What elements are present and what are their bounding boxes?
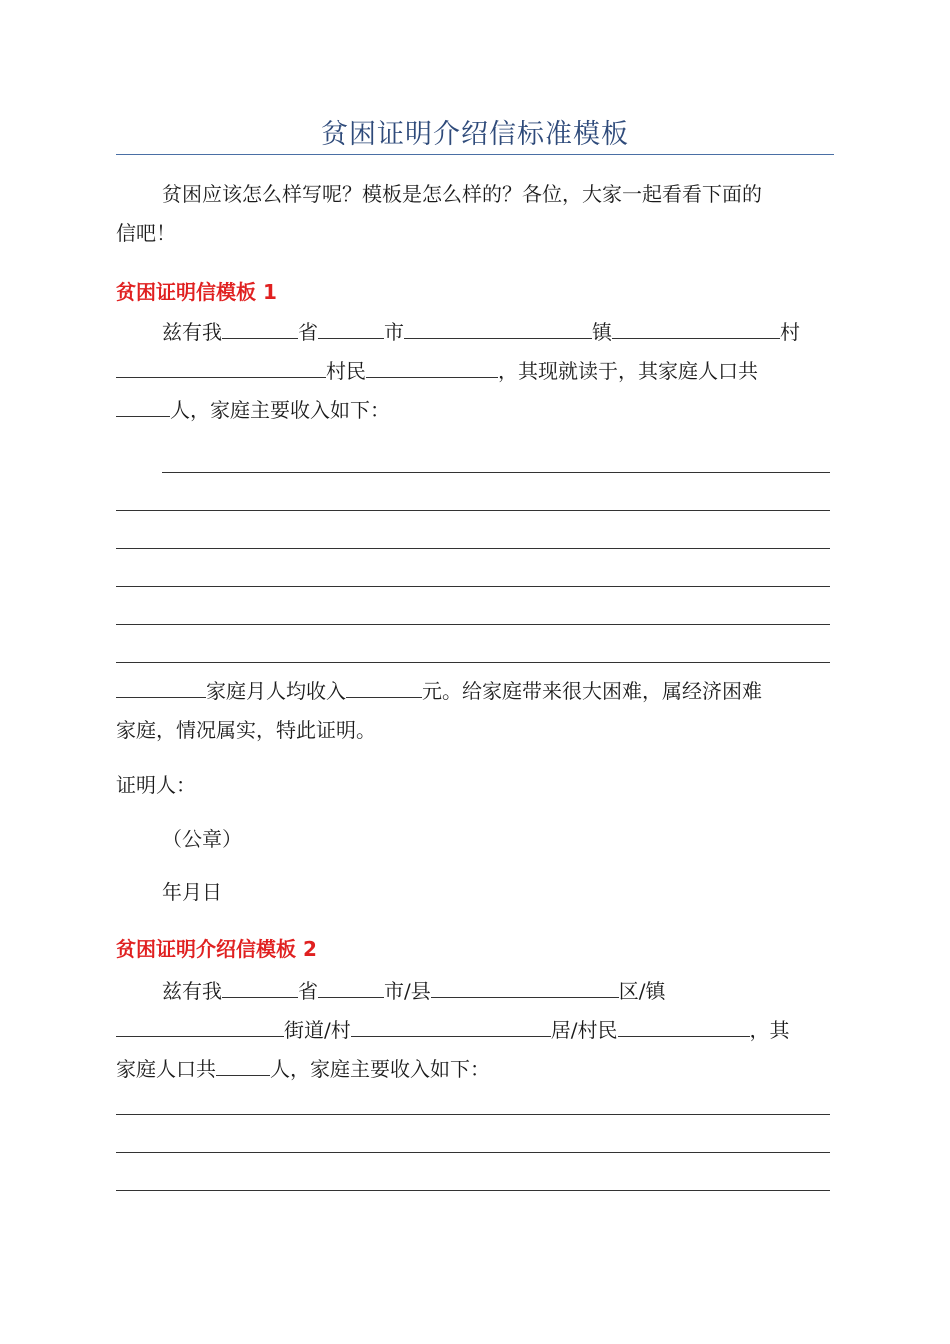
fill-in-line[interactable] (116, 662, 830, 663)
template1-para1-line3 (116, 396, 390, 424)
blank-field[interactable] (116, 677, 206, 698)
intro-line-2: 信吧！ (116, 221, 176, 245)
text-segment: 人，家庭主要收入如下： (170, 398, 390, 422)
text-segment: 村民 (326, 359, 366, 383)
fill-in-line[interactable] (116, 1152, 830, 1153)
blank-field[interactable] (351, 1016, 551, 1037)
blank-field[interactable] (318, 977, 384, 998)
blank-field[interactable] (222, 977, 298, 998)
text-segment: 镇 (592, 320, 612, 344)
blank-field[interactable] (116, 396, 170, 417)
blank-field[interactable] (612, 318, 780, 339)
template2-para1-line3 (116, 1055, 490, 1083)
text-segment: 家庭人口共 (116, 1057, 216, 1081)
template1-para1-line1 (162, 318, 830, 346)
blank-field[interactable] (346, 677, 422, 698)
text-segment: 人，家庭主要收入如下： (270, 1057, 490, 1081)
text-segment: 街道/村 (284, 1018, 351, 1042)
fill-in-line[interactable] (116, 510, 830, 511)
template2-para1-line2 (116, 1016, 830, 1044)
blank-field[interactable] (366, 357, 498, 378)
blank-field[interactable] (116, 1016, 284, 1037)
blank-field[interactable] (216, 1055, 270, 1076)
seal-label: （公章） (162, 827, 242, 851)
text-segment: ，其 (749, 1018, 790, 1042)
template1-para2-line1 (116, 677, 762, 705)
blank-field[interactable] (431, 977, 619, 998)
template1-heading: 贫困证明信模板 1 (116, 280, 277, 304)
text-segment: 家庭月人均收入 (206, 679, 346, 703)
title-underline (116, 154, 834, 155)
text-segment: 村 (780, 320, 800, 344)
template2-para1-line1 (162, 977, 666, 1005)
blank-field[interactable] (222, 318, 298, 339)
text-segment: 省 (298, 320, 318, 344)
date-label: 年月日 (162, 880, 222, 904)
blank-field[interactable] (318, 318, 384, 339)
document-title: 贫困证明介绍信标准模板 (321, 119, 629, 150)
template1-para2-line2: 家庭，情况属实，特此证明。 (116, 718, 376, 742)
fill-in-line[interactable] (116, 1190, 830, 1191)
fill-in-line[interactable] (116, 1114, 830, 1115)
text-segment: 元。给家庭带来很大困难，属经济困难 (422, 679, 762, 703)
blank-field[interactable] (116, 357, 326, 378)
blank-field[interactable] (404, 318, 592, 339)
text-segment: ，其现就读于，其家庭人口共 (498, 359, 758, 383)
text-segment: 市/县 (384, 979, 431, 1003)
fill-in-line[interactable] (162, 472, 830, 473)
text-segment: 兹有我 (162, 979, 222, 1003)
text-segment: 省 (298, 979, 318, 1003)
blank-field[interactable] (618, 1016, 750, 1037)
fill-in-line[interactable] (116, 586, 830, 587)
template2-heading: 贫困证明介绍信模板 2 (116, 937, 317, 961)
text-segment: 区/镇 (618, 979, 666, 1003)
witness-label: 证明人： (116, 773, 196, 797)
fill-in-line[interactable] (116, 548, 830, 549)
fill-in-line[interactable] (116, 624, 830, 625)
intro-line-1: 贫困应该怎么样写呢？模板是怎么样的？各位，大家一起看看下面的 (162, 182, 762, 206)
text-segment: 居/村民 (550, 1018, 618, 1042)
text-segment: 市 (384, 320, 404, 344)
template1-para1-line2 (116, 357, 758, 385)
text-segment: 兹有我 (162, 320, 222, 344)
